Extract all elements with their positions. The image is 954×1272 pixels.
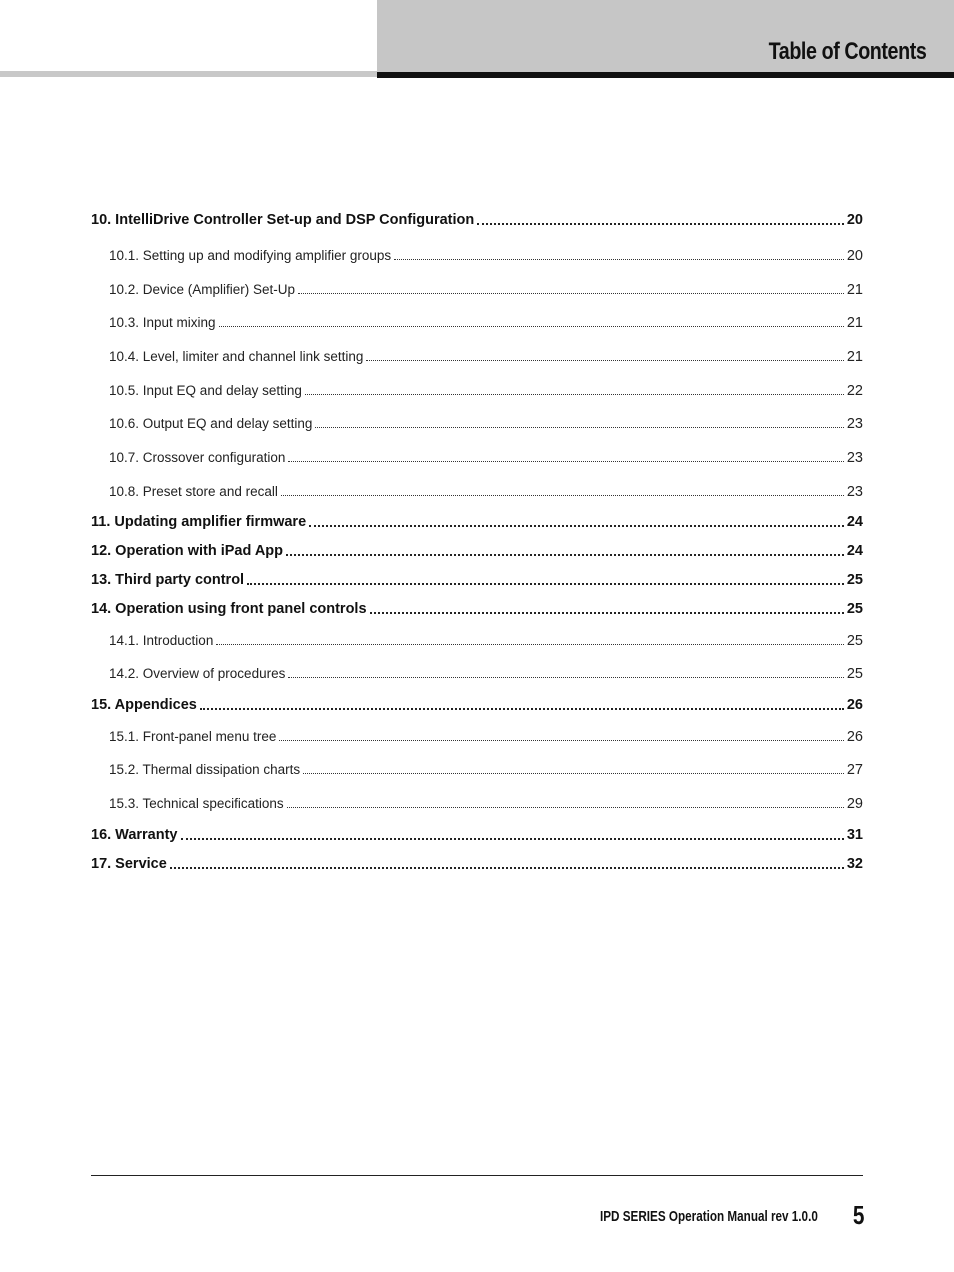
toc-entry-label: 10.4. Level, limiter and channel link setting xyxy=(109,349,364,364)
toc-entry[interactable] xyxy=(91,666,863,682)
toc-leader-dots xyxy=(288,460,844,462)
toc-entry-label: 10. IntelliDrive Controller Set-up and DSP Configuration xyxy=(91,212,475,228)
toc-entry-label: 10.2. Device (Amplifier) Set-Up xyxy=(109,282,296,297)
toc-entry-label: 10.6. Output EQ and delay setting xyxy=(109,416,313,431)
page-number: 5 xyxy=(852,1200,864,1230)
footer-rule xyxy=(91,1175,863,1176)
toc-entry-label: 14. Operation using front panel controls xyxy=(91,601,367,617)
toc-leader-dots xyxy=(315,426,843,428)
toc-entry-page: 20 xyxy=(846,212,863,228)
toc-entry-label: 14.1. Introduction xyxy=(109,633,214,648)
toc-entry[interactable] xyxy=(91,827,863,843)
toc-entry[interactable] xyxy=(91,450,863,466)
toc-entry[interactable] xyxy=(91,856,863,872)
toc-leader-dots xyxy=(288,676,844,678)
toc-entry-label: 15.3. Technical specifications xyxy=(109,796,284,811)
toc-entry-label: 10.7. Crossover configuration xyxy=(109,450,286,465)
toc-entry[interactable] xyxy=(91,349,863,365)
toc-leader-dots xyxy=(286,553,844,556)
toc-entry-page: 23 xyxy=(846,484,863,500)
toc-entry-page: 21 xyxy=(846,315,863,331)
toc-entry-page: 25 xyxy=(846,666,863,682)
toc-entry[interactable] xyxy=(91,633,863,649)
toc-entry[interactable] xyxy=(91,212,863,228)
toc-leader-dots xyxy=(309,524,844,527)
toc-entry[interactable] xyxy=(91,315,863,331)
header-left-bar xyxy=(0,71,377,77)
toc-entry-page: 24 xyxy=(846,543,863,559)
toc-entry-label: 10.1. Setting up and modifying amplifier groups xyxy=(109,248,392,263)
toc-entry-label: 14.2. Overview of procedures xyxy=(109,666,286,681)
toc-entry[interactable] xyxy=(91,282,863,298)
page-title: Table of Contents xyxy=(768,38,926,65)
toc-entry[interactable] xyxy=(91,514,863,530)
toc-entry-label: 12. Operation with iPad App xyxy=(91,543,284,559)
toc-leader-dots xyxy=(303,772,844,774)
toc-leader-dots xyxy=(170,866,844,869)
toc-entry-page: 21 xyxy=(846,282,863,298)
toc-leader-dots xyxy=(219,325,844,327)
toc-leader-dots xyxy=(200,707,844,710)
toc-entry-page: 26 xyxy=(846,697,863,713)
toc-entry[interactable] xyxy=(91,572,863,588)
toc-leader-dots xyxy=(216,643,844,645)
toc-entry-label: 10.3. Input mixing xyxy=(109,315,216,330)
toc-leader-dots xyxy=(370,611,844,614)
toc-entry[interactable] xyxy=(91,762,863,778)
toc-entry-page: 23 xyxy=(846,450,863,466)
toc-leader-dots xyxy=(281,494,844,496)
toc-leader-dots xyxy=(298,292,844,294)
toc-entry-label: 10.8. Preset store and recall xyxy=(109,484,278,499)
toc-entry[interactable] xyxy=(91,416,863,432)
toc-entry-page: 22 xyxy=(846,383,863,399)
toc-entry-label: 13. Third party control xyxy=(91,572,245,588)
toc-leader-dots xyxy=(287,806,844,808)
toc-entry[interactable] xyxy=(91,601,863,617)
toc-entry-page: 25 xyxy=(846,601,863,617)
toc-leader-dots xyxy=(279,739,844,741)
toc-entry[interactable] xyxy=(91,543,863,559)
footer-manual-title: IPD SERIES Operation Manual rev 1.0.0 xyxy=(600,1208,818,1225)
toc-leader-dots xyxy=(477,222,844,225)
toc-entry[interactable] xyxy=(91,383,863,399)
toc-entry-label: 16. Warranty xyxy=(91,827,178,843)
toc-entry[interactable] xyxy=(91,484,863,500)
toc-entry-page: 31 xyxy=(846,827,863,843)
toc-entry-label: 15.2. Thermal dissipation charts xyxy=(109,762,301,777)
toc-entry-page: 24 xyxy=(846,514,863,530)
toc-entry-page: 23 xyxy=(846,416,863,432)
toc-entry-label: 17. Service xyxy=(91,856,167,872)
toc-entry[interactable] xyxy=(91,796,863,812)
toc-entry-page: 29 xyxy=(846,796,863,812)
toc-entry-page: 25 xyxy=(846,633,863,649)
toc-entry[interactable] xyxy=(91,729,863,745)
toc-entry-page: 21 xyxy=(846,349,863,365)
toc-entry-page: 26 xyxy=(846,729,863,745)
toc-leader-dots xyxy=(394,258,844,260)
toc-leader-dots xyxy=(305,393,844,395)
toc-entry-page: 27 xyxy=(846,762,863,778)
toc-leader-dots xyxy=(181,837,844,840)
toc-leader-dots xyxy=(366,359,843,361)
toc-entry-label: 15. Appendices xyxy=(91,697,197,713)
toc-leader-dots xyxy=(247,582,844,585)
toc-entry-page: 20 xyxy=(846,248,863,264)
header-rule xyxy=(377,72,954,78)
toc-entry-label: 15.1. Front-panel menu tree xyxy=(109,729,277,744)
toc-entry-page: 32 xyxy=(846,856,863,872)
toc-entry[interactable] xyxy=(91,248,863,264)
toc-entry-label: 11. Updating amplifier firmware xyxy=(91,514,307,530)
toc-entry-label: 10.5. Input EQ and delay setting xyxy=(109,383,302,398)
toc-entry[interactable] xyxy=(91,697,863,713)
toc-entry-page: 25 xyxy=(846,572,863,588)
